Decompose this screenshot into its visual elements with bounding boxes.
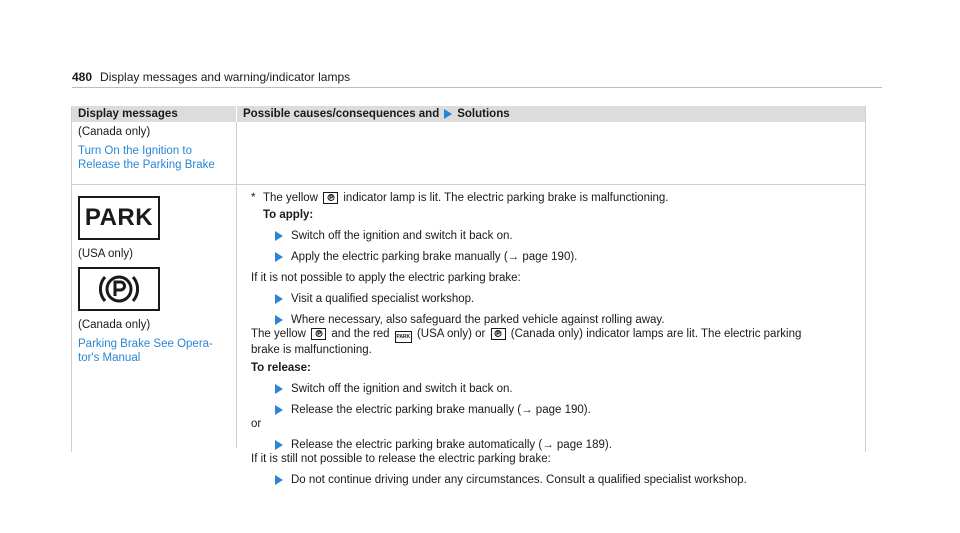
release-heading: To release:: [251, 362, 311, 374]
step-text: Where necessary, also safeguard the parked vehicle against rolling away.: [291, 314, 665, 326]
message-ignition-line1: Turn On the Ignition to: [78, 145, 193, 157]
triangle-bullet-icon: [444, 109, 452, 119]
asterisk: *: [251, 192, 256, 204]
or-text: or: [251, 418, 262, 430]
list-item: [275, 313, 857, 327]
both-e: brake is malfunctioning.: [251, 344, 372, 356]
col-header-solutions-text: Solutions: [457, 108, 510, 120]
triangle-bullet-icon: [275, 475, 283, 485]
causes-cell: [236, 185, 865, 486]
triangle-bullet-icon: [275, 440, 283, 450]
both-b: and the red: [331, 328, 390, 340]
message-parking-line1: Parking Brake See Opera-: [78, 338, 213, 350]
intro-text: [251, 191, 857, 205]
intro-a: The yellow: [263, 192, 318, 204]
list-item: [275, 403, 857, 417]
table-row: [72, 122, 865, 185]
page-number: 480: [72, 70, 93, 84]
if-not-text: If it is not possible to apply the electric parking brake:: [251, 272, 521, 284]
both-d: (Canada only) indicator lamps are lit. The electric parking: [510, 328, 802, 340]
both-c: (USA only) or: [416, 328, 486, 340]
canada-only-note: (Canada only): [78, 126, 151, 138]
list-item: [275, 229, 857, 243]
both-lamps-text: [251, 327, 857, 343]
message-ignition-line2: Release the Parking Brake: [78, 159, 215, 171]
canada-only-note: (Canada only): [78, 319, 151, 331]
list-item: [275, 292, 857, 306]
table-row: [72, 185, 865, 486]
parking-brake-p-icon: [323, 192, 338, 204]
list-item: [275, 382, 857, 396]
still-not-text: If it is still not possible to release the electric parking brake:: [251, 453, 551, 465]
message-parking-line2: tor's Manual: [78, 352, 141, 364]
col-header-display-messages: Display messages: [78, 108, 178, 120]
triangle-bullet-icon: [275, 384, 283, 394]
triangle-bullet-icon: [275, 231, 283, 241]
triangle-bullet-icon: [275, 294, 283, 304]
list-item: [275, 250, 857, 264]
message-cell: [72, 185, 236, 448]
display-messages-table: [71, 106, 866, 486]
step-text: Switch off the ignition and switch it back on.: [291, 383, 513, 395]
triangle-bullet-icon: [275, 315, 283, 325]
table-header: [72, 106, 865, 122]
triangle-bullet-icon: [275, 405, 283, 415]
step-text: Do not continue driving under any circumstances. Consult a qualified specialist workshop.: [291, 474, 747, 486]
usa-only-note: (USA only): [78, 248, 133, 260]
list-item: [275, 438, 857, 452]
col-header-causes: [236, 106, 510, 122]
page-header: [72, 70, 882, 88]
step-text: Switch off the ignition and switch it back on.: [291, 230, 513, 242]
park-symbol-icon: PARK: [78, 196, 160, 240]
causes-cell: [236, 122, 865, 184]
list-item: [275, 473, 857, 487]
both-a: The yellow: [251, 328, 306, 340]
step-text: Apply the electric parking brake manually (→ page 190).: [291, 251, 578, 263]
intro-b: indicator lamp is lit. The electric parking brake is malfunctioning.: [343, 192, 669, 204]
message-cell: [72, 122, 236, 184]
page-title: Display messages and warning/indicator lamps: [100, 70, 351, 84]
step-text: Visit a qualified specialist workshop.: [291, 293, 475, 305]
parking-brake-p-icon: [78, 267, 160, 311]
col-header-causes-text: Possible causes/consequences and: [243, 108, 440, 120]
step-text: Release the electric parking brake automatically (→ page 189).: [291, 439, 612, 451]
apply-heading: To apply:: [263, 209, 314, 221]
step-text: Release the electric parking brake manually (→ page 190).: [291, 404, 591, 416]
parking-brake-p-icon: [491, 328, 506, 340]
parking-brake-p-icon: [311, 328, 326, 340]
park-mini-icon: PARK: [395, 331, 412, 343]
triangle-bullet-icon: [275, 252, 283, 262]
